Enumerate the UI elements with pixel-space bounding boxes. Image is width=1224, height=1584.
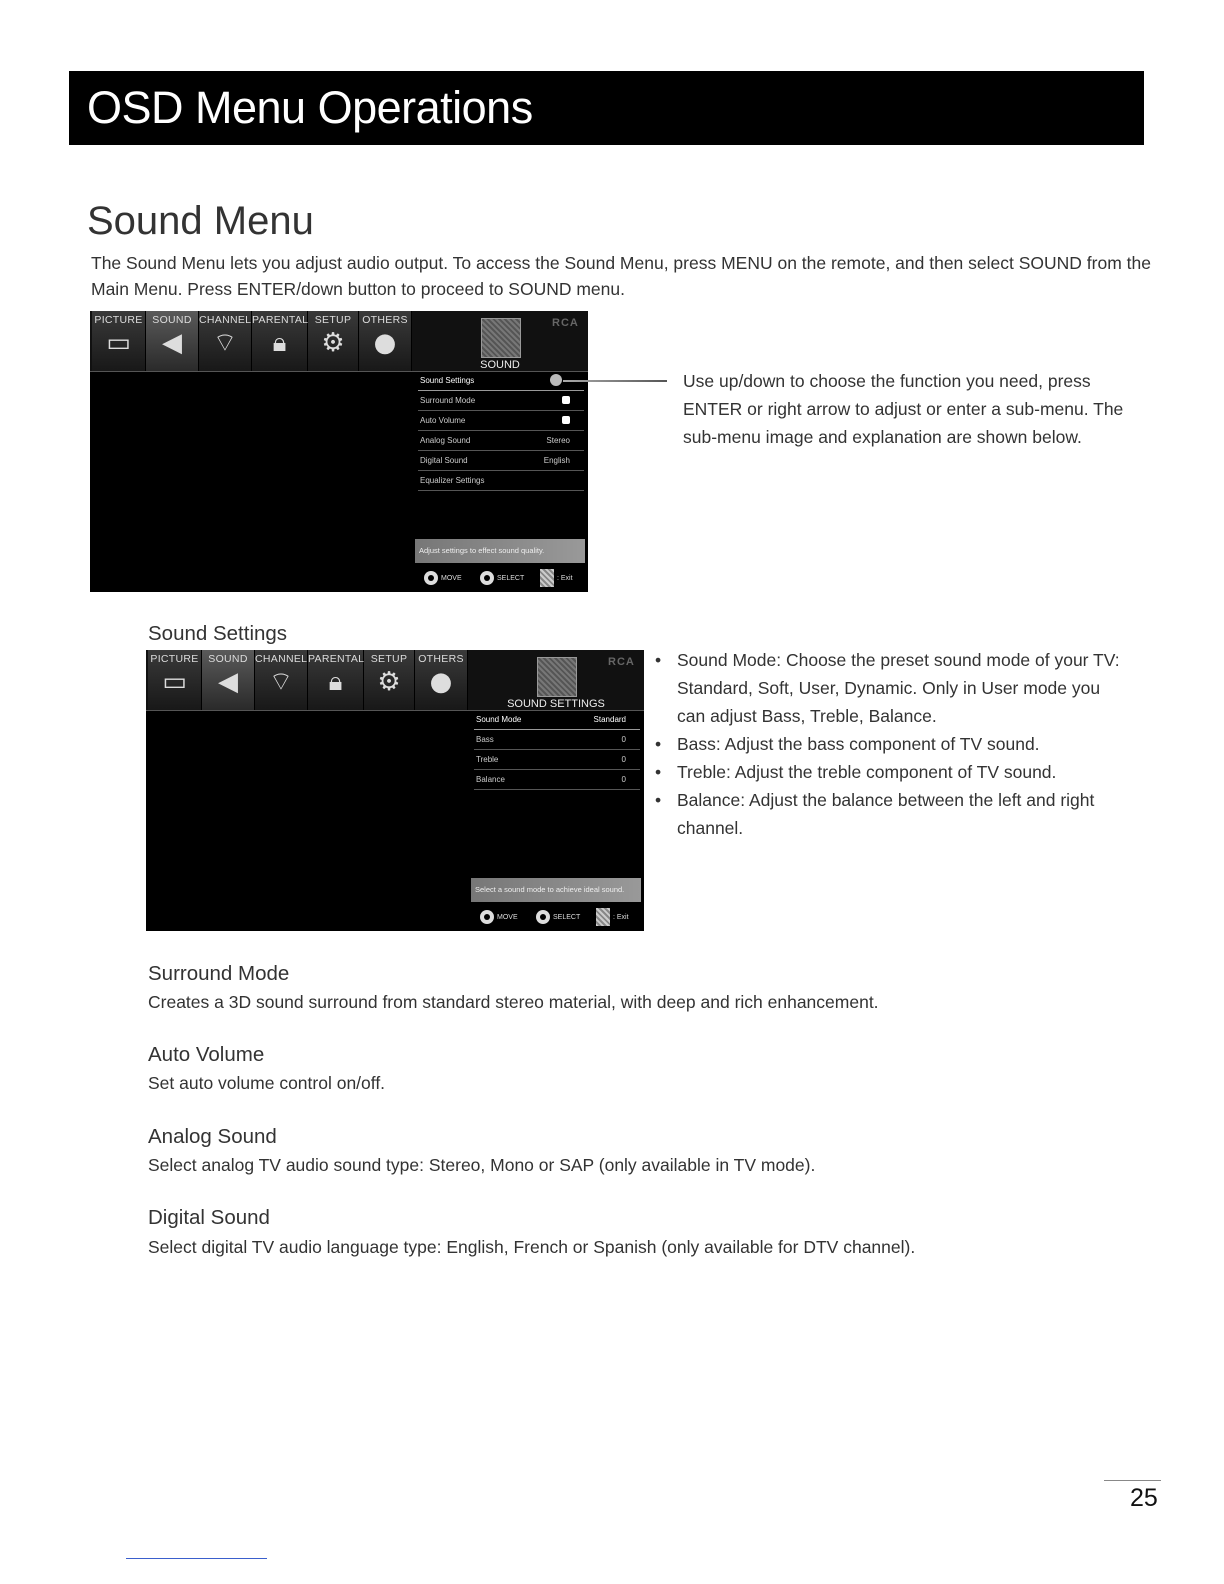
tab-sound: SOUND ◀ [202, 650, 255, 710]
tab-picture: PICTURE ▭ [92, 311, 146, 371]
menu-row-digital-sound: Digital Sound English [418, 451, 584, 471]
lock-icon: 🔒︎ [328, 667, 343, 697]
page-number: 25 [1130, 1484, 1158, 1512]
surround-mode-title: Surround Mode [148, 962, 290, 985]
analog-sound-text: Select analog TV audio sound type: Stereo, Mono or SAP (only available in TV mode). [148, 1155, 816, 1175]
lock-icon: 🔒︎ [272, 328, 287, 358]
dpad-icon [424, 571, 438, 585]
page-banner [69, 71, 1144, 145]
digital-sound-title: Digital Sound [148, 1206, 270, 1229]
tab-channel: CHANNEL ⌔ [199, 311, 252, 371]
tab-parental: PARENTAL 🔒︎ [252, 311, 308, 371]
surround-mode-text: Creates a 3D sound surround from standard stereo material, with deep and rich enhancement. [148, 992, 879, 1012]
toggle-icon [562, 396, 570, 404]
bullet-item: • Balance: Adjust the balance between the left and right channel. [653, 786, 1133, 842]
intro-text: The Sound Menu lets you adjust audio output. To access the Sound Menu, press MENU on the remote, and then select SOUND from the Main Menu. Press ENTER/down button to proceed to SOUND menu. [91, 253, 1151, 299]
tv-icon: ▭ [162, 667, 187, 697]
footer-rule [126, 1558, 267, 1559]
toggle-icon [562, 416, 570, 424]
menu-heading: SOUND [480, 359, 520, 371]
sound-settings-list [474, 710, 640, 790]
satellite-dish-icon: ⌔ [212, 328, 238, 358]
gears-icon: ⚙ [377, 667, 401, 697]
bullet-item: • Bass: Adjust the bass component of TV sound. [653, 730, 1133, 758]
menu-row-analog-sound: Analog Sound Stereo [418, 431, 584, 451]
sound-settings-screenshot [146, 650, 644, 931]
tab-channel: CHANNEL ⌔ [255, 650, 308, 710]
menu-row-treble: Treble 0 [474, 750, 640, 770]
tab-others: OTHERS ● [359, 311, 412, 371]
menu-row-balance: Balance 0 [474, 770, 640, 790]
bullet-item: • Treble: Adjust the treble component of TV sound. [653, 758, 1133, 786]
tab-setup: SETUP ⚙ [364, 650, 415, 710]
others-icon: ● [429, 667, 453, 697]
menu-row-sound-settings: Sound Settings [418, 371, 584, 391]
sound-menu-screenshot [90, 311, 588, 592]
menu-row-auto-volume: Auto Volume [418, 411, 584, 431]
menu-row-surround-mode: Surround Mode [418, 391, 584, 411]
select-button-icon [480, 571, 494, 585]
hint-bar: Select a sound mode to achieve ideal sound. [471, 878, 641, 902]
nav-legend: MOVE SELECT : Exit [480, 908, 640, 928]
menu-tab-bar [90, 311, 588, 371]
menu-tab-bar [146, 650, 644, 710]
menu-row-equalizer-settings: Equalizer Settings [418, 471, 584, 491]
exit-icon [596, 908, 610, 926]
auto-volume-title: Auto Volume [148, 1043, 265, 1066]
tab-parental: PARENTAL 🔒︎ [308, 650, 364, 710]
speaker-icon: ◀ [162, 328, 182, 358]
gears-icon: ⚙ [321, 328, 345, 358]
menu-row-bass: Bass 0 [474, 730, 640, 750]
callout-line [563, 380, 667, 382]
satellite-dish-icon: ⌔ [268, 667, 294, 697]
selector-knob-icon [550, 374, 562, 386]
hint-bar: Adjust settings to effect sound quality. [415, 539, 585, 563]
analog-sound-title: Analog Sound [148, 1125, 277, 1148]
tab-others: OTHERS ● [415, 650, 468, 710]
sound-menu-list [418, 371, 584, 491]
auto-volume-text: Set auto volume control on/off. [148, 1073, 386, 1093]
menu-heading: SOUND SETTINGS [507, 698, 605, 710]
tab-picture: PICTURE ▭ [148, 650, 202, 710]
brand-logo: RCA [552, 317, 579, 329]
bullet-item: • Sound Mode: Choose the preset sound mode of your TV: Standard, Soft, User, Dynamic. Only in User mode you can adjust Bass, Treble, Balance. [653, 646, 1133, 730]
select-button-icon [536, 910, 550, 924]
tab-setup: SETUP ⚙ [308, 311, 359, 371]
menu-row-sound-mode: Sound Mode Standard [474, 710, 640, 730]
section-title: Sound Menu [87, 199, 314, 243]
digital-sound-text: Select digital TV audio language type: English, French or Spanish (only available for DTV channel). [148, 1237, 916, 1257]
brand-logo: RCA [608, 656, 635, 668]
dpad-icon [480, 910, 494, 924]
nav-legend: MOVE SELECT : Exit [424, 569, 584, 589]
speaker-icon: ◀ [218, 667, 238, 697]
sound-settings-title: Sound Settings [148, 622, 288, 645]
tv-icon: ▭ [106, 328, 131, 358]
sound-logo-icon [481, 318, 521, 358]
sound-settings-bullets [653, 646, 1133, 842]
others-icon: ● [373, 328, 397, 358]
sound-logo-icon [537, 657, 577, 697]
tab-sound: SOUND ◀ [146, 311, 199, 371]
callout-text: Use up/down to choose the function you need, press ENTER or right arrow to adjust or enter a sub-menu. The sub-menu image and explanation are shown below. [683, 371, 1124, 447]
exit-icon [540, 569, 554, 587]
banner-title: OSD Menu Operations [87, 82, 533, 133]
page-number-rule [1104, 1480, 1161, 1481]
